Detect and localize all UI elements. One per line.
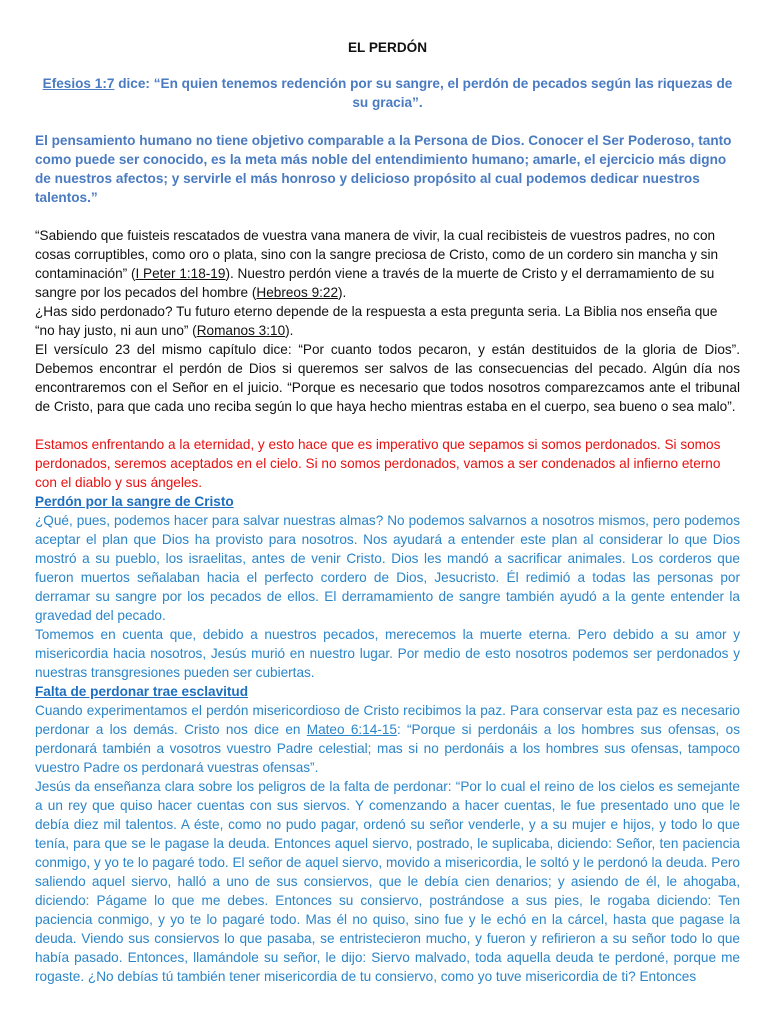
paragraph-text: ). [338,285,347,300]
reference-link-hebreos[interactable]: Hebreos 9:22 [256,285,339,300]
verse-text: dice: “En quien tenemos redención por su sangre, el perdón de pecados según las riquezas de su gracia”. [114,76,733,110]
section-slavery-paragraph-1 [35,701,740,777]
section-blood-paragraph-2: Tomemos en cuenta que, debido a nuestros pecados, merecemos la muerte eterna. Pero debido a su amor y misericordia hacia nosotros, Jesús murió en nuestro lugar. Por medio de esto nosotros podemos ser perdonados y nuestras transgresiones pueden ser cubiertas. [35,627,740,680]
paragraph-text: : “Porque si perdonáis a los hombres sus ofensas, os perdonará también a vosotros vuestro Padre celestial; mas si no perdonáis a los hombres sus ofensas, tampoco vuestro Padre os perdonará vuestras ofensas”. [35,722,740,775]
section-blood-paragraph-1: ¿Qué, pues, podemos hacer para salvar nuestras almas? No podemos salvarnos a nosotros mismos, pero podemos aceptar el plan que Dios ha provisto para nosotros. Nos ayudará a entender este plan al considerar lo que Dios mostró a su pueblo, los israelitas, antes de venir Cristo. Dios les mandó a sacrificar animales. Los corderos que fueron muertos señalaban hacia el perfecto cordero de Dios, Jesucristo. Él redimió a todas las personas por derramar su sangre por los pecados de ellos. El derramamiento de sangre también ayudó a la gente entender la gravedad del pecado. [35,513,740,623]
paragraph-text: Cuando experimentamos el perdón misericordioso de Cristo recibimos la paz. Para conservar esta paz es necesario perdonar a los demás. Cristo nos dice en [35,703,740,737]
section-heading-blood: Perdón por la sangre de Cristo [35,494,234,509]
reference-link-romanos[interactable]: Romanos 3:10 [196,323,286,338]
paragraph-text: ). Nuestro perdón viene a través de la muerte de Cristo y el derramamiento de su sangre por los pecados del hombre ( [35,266,715,300]
section-slavery-paragraph-2: Jesús da enseñanza clara sobre los peligros de la falta de perdonar: “Por lo cual el reino de los cielos es semejante a un rey que quiso hacer cuentas con sus siervos. Y comenzando a hacer cuentas, le fue presentado uno que le debía diez mil talentos. A éste, como no pudo pagar, ordenó su señor venderle, y a su mujer e hijos, y todo lo que tenía, para que se le pagase la deuda. Entonces aquel siervo, postrado, le suplicaba, diciendo: Señor, ten paciencia conmigo, y yo te lo pagaré todo. El señor de aquel siervo, movido a misericordia, le soltó y le perdonó la deuda. Pero saliendo aquel siervo, halló a uno de sus consiervos, que le debía cien denarios; y asiendo de él, le ahogaba, diciendo: Págame lo que me debes. Entonces su consiervo, postrándose a sus pies, le rogaba diciendo: Ten paciencia conmigo, y yo te lo pagaré todo. Mas él no quiso, sino fue y le echó en la cárcel, hasta que pagase la deuda. Viendo sus consiervos lo que pasaba, se entristecieron mucho, y fueron y refirieron a su señor todo lo que había pasado. Entonces, llamándole su señor, le dijo: Siervo malvado, toda aquella deuda te perdoné, porque me rogaste. ¿No debías tú también tener misericordia de tu consiervo, como yo tuve misericordia de ti? Entonces [35,779,740,984]
warning-paragraph: Estamos enfrentando a la eternidad, y esto hace que es imperativo que sepamos si somos perdonados. Si somos perdonados, seremos aceptados en el cielo. Si no somos perdonados, vamos a ser condenados al infierno eterno con el diablo y sus ángeles. [35,437,721,490]
intro-paragraph: El pensamiento humano no tiene objetivo comparable a la Persona de Dios. Conocer el Ser Poderoso, tanto como puede ser conocido, es la meta más noble del entendimiento humano; amarle, el ejercicio más digno de nuestros afectos; y servirle el más honroso y delicioso propósito al cual podemos dedicar nuestros talentos.” [35,133,732,205]
paragraph-text: “Sabiendo que fuisteis rescatados de vuestra vana manera de vivir, la cual recibisteis de vuestros padres, no con cosas corruptibles, como oro o plata, sino con la sangre preciosa de Cristo, como de un cordero sin mancha y sin contaminación” ( [35,228,719,281]
reference-link-mateo[interactable]: Mateo 6:14-15 [306,722,397,737]
verse-reference-link[interactable]: Efesios 1:7 [42,76,115,91]
paragraph-verse-23: El versículo 23 del mismo capítulo dice: “Por cuanto todos pecaron, y están destituidos de la gloria de Dios”. Debemos encontrar el perdón de Dios si queremos ser salvos de las consecuencias del pecado. Algún día nos encontraremos con el Señor en el juicio. “Porque es necesario que todos nosotros comparezcamos ante el tribunal de Cristo, para que cada uno reciba según lo que haya hecho mientras estaba en el cuerpo, sea bueno o sea malo”. [35,342,740,414]
reference-link-peter[interactable]: I Peter 1:18-19 [135,266,226,281]
page-title: EL PERDÓN [347,40,428,55]
opening-verse [35,74,740,112]
paragraph-text: ). [285,323,294,338]
paragraph-forgiven-question [35,302,740,340]
paragraph-text: ¿Has sido perdonado? Tu futuro eterno depende de la respuesta a esta pregunta seria. La Biblia nos enseña que “no hay justo, ni aun uno” ( [35,304,718,338]
paragraph-rescued [35,226,740,302]
section-heading-slavery: Falta de perdonar trae esclavitud [35,684,249,699]
